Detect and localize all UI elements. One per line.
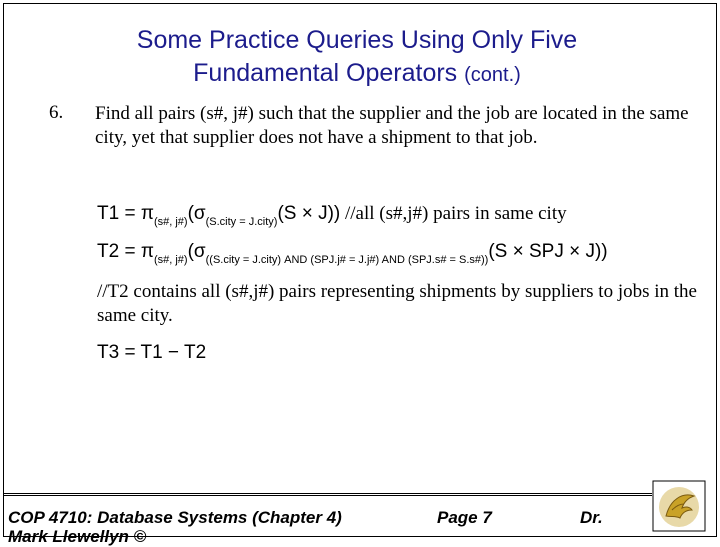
t2-rhs: (S × SPJ × J)) bbox=[488, 241, 608, 262]
t2-sub2: ((S.city = J.city) AND (SPJ.j# = J.j#) AND (SPJ.s# = S.s#)) bbox=[205, 254, 489, 266]
t1-expression bbox=[97, 203, 567, 228]
t1-sub2: (S.city = J.city) bbox=[205, 216, 278, 228]
t1-comment: //all (s#,j#) pairs in same city bbox=[340, 203, 567, 224]
t2-note: //T2 contains all (s#,j#) pairs representing shipments by suppliers to jobs in the same city. bbox=[97, 281, 697, 326]
title-line-2 bbox=[0, 57, 714, 92]
item-text: Find all pairs (s#, j#) such that the supplier and the job are located in the same city, yet that supplier does not have a shipment to that job. bbox=[95, 103, 689, 148]
t2-sub1: (s#, j#) bbox=[153, 254, 188, 266]
title-cont: (cont.) bbox=[464, 64, 521, 86]
footer-rule bbox=[3, 493, 652, 496]
footer-author-prefix: Dr. bbox=[580, 508, 603, 527]
t1-lhs: T1 = π bbox=[97, 203, 154, 224]
t2-lhs: T2 = π bbox=[97, 241, 154, 262]
footer-course: COP 4710: Database Systems (Chapter 4) bbox=[8, 508, 342, 527]
footer-author: Mark Llewellyn © bbox=[8, 527, 147, 546]
t1-rhs: (S × J)) bbox=[277, 203, 341, 224]
t1-mid: (σ bbox=[187, 203, 206, 224]
slide-title bbox=[0, 24, 714, 92]
item-number: 6. bbox=[49, 102, 64, 123]
ucf-pegasus-logo-icon bbox=[652, 480, 706, 532]
title-line-2-text: Fundamental Operators bbox=[193, 59, 465, 87]
t3-expression: T3 = T1 − T2 bbox=[97, 342, 207, 363]
title-line-1: Some Practice Queries Using Only Five bbox=[136, 26, 578, 54]
t2-expression bbox=[97, 241, 608, 266]
footer-page: Page 7 bbox=[437, 508, 492, 527]
t1-sub1: (s#, j#) bbox=[153, 216, 188, 228]
t2-mid: (σ bbox=[187, 241, 206, 262]
